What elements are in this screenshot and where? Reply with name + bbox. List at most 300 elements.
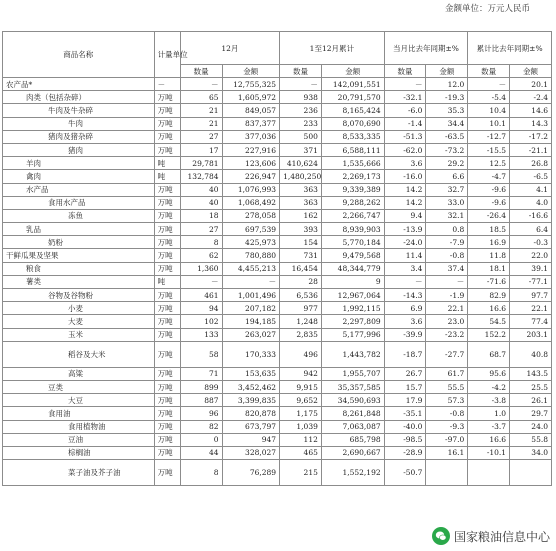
value-cell: 21	[180, 117, 222, 130]
value-cell: 71	[180, 367, 222, 380]
value-cell: -4.7	[468, 170, 510, 183]
value-cell: 133	[180, 328, 222, 341]
value-cell: -6.0	[384, 104, 426, 117]
value-cell: 162	[280, 209, 322, 222]
value-cell: 22.0	[510, 249, 552, 262]
value-cell	[426, 460, 468, 486]
value-cell: 496	[280, 341, 322, 367]
value-cell: 1,955,707	[321, 367, 384, 380]
value-cell: 16.6	[468, 302, 510, 315]
value-cell: －	[280, 78, 322, 91]
value-cell: 143.5	[510, 367, 552, 380]
header-amt: 金额	[222, 65, 280, 78]
value-cell: 942	[280, 367, 322, 380]
value-cell: 4.1	[510, 183, 552, 196]
product-name: 牛肉	[3, 117, 155, 130]
unit-cell: 万吨	[154, 433, 180, 446]
value-cell: 8,165,424	[321, 104, 384, 117]
value-cell: 34.4	[426, 117, 468, 130]
value-cell: 938	[280, 91, 322, 104]
table-row	[3, 328, 552, 341]
value-cell: -32.1	[384, 91, 426, 104]
value-cell: 76,289	[222, 460, 280, 486]
value-cell: 29.7	[510, 407, 552, 420]
value-cell: 21	[180, 104, 222, 117]
value-cell: 8	[180, 460, 222, 486]
value-cell: 12,755,325	[222, 78, 280, 91]
product-name: 大麦	[3, 315, 155, 328]
value-cell: 278,058	[222, 209, 280, 222]
value-cell: -21.1	[510, 143, 552, 156]
value-cell: 1,076,993	[222, 183, 280, 196]
value-cell: 5,177,996	[321, 328, 384, 341]
unit-cell: 万吨	[154, 367, 180, 380]
value-cell: -10.1	[468, 446, 510, 459]
value-cell: 3,452,462	[222, 380, 280, 393]
trade-table	[2, 31, 552, 486]
table-row	[3, 130, 552, 143]
header-amt: 金额	[510, 65, 552, 78]
table-row	[3, 407, 552, 420]
value-cell: 18.1	[468, 262, 510, 275]
value-cell: 203.1	[510, 328, 552, 341]
watermark-text: 国家粮油信息中心	[453, 529, 550, 544]
value-cell: -27.7	[426, 341, 468, 367]
value-cell: 96	[180, 407, 222, 420]
value-cell: 18.5	[468, 223, 510, 236]
product-name: 大豆	[3, 394, 155, 407]
value-cell: 123,606	[222, 157, 280, 170]
value-cell: 8,070,690	[321, 117, 384, 130]
value-cell: -12.7	[468, 130, 510, 143]
value-cell: 14.2	[384, 196, 426, 209]
value-cell: 26.8	[510, 157, 552, 170]
header-december: 12月	[180, 32, 279, 65]
unit-cell: 吨	[154, 275, 180, 288]
unit-cell: 万吨	[154, 420, 180, 433]
value-cell: 17.9	[384, 394, 426, 407]
value-cell: -1.9	[426, 289, 468, 302]
value-cell: 23.0	[426, 315, 468, 328]
value-cell: -17.2	[510, 130, 552, 143]
value-cell: 33.0	[426, 196, 468, 209]
value-cell: 3,399,835	[222, 394, 280, 407]
unit-cell: 万吨	[154, 380, 180, 393]
header-ytd: 1至12月累计	[280, 32, 385, 65]
value-cell: 1,360	[180, 262, 222, 275]
unit-cell: 万吨	[154, 394, 180, 407]
value-cell: 95.6	[468, 367, 510, 380]
value-cell: 29,781	[180, 157, 222, 170]
product-name: 肉类（包括杂碎）	[3, 91, 155, 104]
value-cell: 9.4	[384, 209, 426, 222]
value-cell: 132,784	[180, 170, 222, 183]
value-cell: 207,182	[222, 302, 280, 315]
value-cell: -16.6	[510, 209, 552, 222]
unit-cell: 万吨	[154, 407, 180, 420]
value-cell: 6,536	[280, 289, 322, 302]
product-name: 冻鱼	[3, 209, 155, 222]
value-cell: -40.0	[384, 420, 426, 433]
value-cell: 2,269,173	[321, 170, 384, 183]
value-cell: 9,288,262	[321, 196, 384, 209]
value-cell: 32.1	[426, 209, 468, 222]
value-cell: -3.8	[468, 394, 510, 407]
value-cell: 27	[180, 223, 222, 236]
value-cell: 35.3	[426, 104, 468, 117]
table-row	[3, 367, 552, 380]
value-cell	[510, 460, 552, 486]
header-qty: 数量	[180, 65, 222, 78]
value-cell: 11.4	[384, 249, 426, 262]
value-cell: 1,443,782	[321, 341, 384, 367]
value-cell: 102	[180, 315, 222, 328]
value-cell: 34.0	[510, 446, 552, 459]
value-cell: 6.9	[384, 302, 426, 315]
value-cell: 2,266,747	[321, 209, 384, 222]
table-row	[3, 394, 552, 407]
unit-cell: 万吨	[154, 249, 180, 262]
value-cell: 1,068,492	[222, 196, 280, 209]
value-cell: 40	[180, 183, 222, 196]
value-cell: 233	[280, 117, 322, 130]
product-name: 水产品	[3, 183, 155, 196]
value-cell: －	[468, 78, 510, 91]
value-cell: 82.9	[468, 289, 510, 302]
value-cell: -97.0	[426, 433, 468, 446]
value-cell: 461	[180, 289, 222, 302]
value-cell: 44	[180, 446, 222, 459]
value-cell: 4.0	[510, 196, 552, 209]
header-unit: 计量单位	[154, 32, 180, 78]
value-cell: 15.7	[384, 380, 426, 393]
value-cell: 4,455,213	[222, 262, 280, 275]
value-cell: 28	[280, 275, 322, 288]
table-row	[3, 380, 552, 393]
value-cell: 6,588,111	[321, 143, 384, 156]
value-cell: -15.5	[468, 143, 510, 156]
value-cell: 1,248	[280, 315, 322, 328]
value-cell: -19.3	[426, 91, 468, 104]
product-name: 玉米	[3, 328, 155, 341]
value-cell: 16.9	[468, 236, 510, 249]
value-cell: 1,535,666	[321, 157, 384, 170]
value-cell: 77.4	[510, 315, 552, 328]
value-cell: 34,590,693	[321, 394, 384, 407]
unit-cell: 万吨	[154, 130, 180, 143]
value-cell: 94	[180, 302, 222, 315]
value-cell: 465	[280, 446, 322, 459]
table-body	[3, 78, 552, 486]
table-row	[3, 170, 552, 183]
value-cell: 3.6	[384, 157, 426, 170]
value-cell: -0.8	[426, 249, 468, 262]
table-row	[3, 420, 552, 433]
unit-cell: 万吨	[154, 209, 180, 222]
header-amt: 金额	[426, 65, 468, 78]
product-name: 牛肉及牛杂碎	[3, 104, 155, 117]
value-cell: 194,185	[222, 315, 280, 328]
value-cell: 1,001,496	[222, 289, 280, 302]
value-cell: 9,915	[280, 380, 322, 393]
value-cell: 371	[280, 143, 322, 156]
value-cell: 8,261,848	[321, 407, 384, 420]
unit-cell: 万吨	[154, 143, 180, 156]
value-cell: 12.5	[468, 157, 510, 170]
table-row	[3, 275, 552, 288]
value-cell: 37.4	[426, 262, 468, 275]
value-cell: 26.7	[384, 367, 426, 380]
value-cell: 8,533,335	[321, 130, 384, 143]
table-row	[3, 209, 552, 222]
value-cell: -28.9	[384, 446, 426, 459]
value-cell: 820,878	[222, 407, 280, 420]
value-cell: 1,480,250	[280, 170, 322, 183]
product-name: 禽肉	[3, 170, 155, 183]
value-cell: 2,297,809	[321, 315, 384, 328]
value-cell: 10.1	[468, 117, 510, 130]
value-cell: -51.3	[384, 130, 426, 143]
header-yoy-month: 当月比去年同期±%	[384, 32, 468, 65]
value-cell: 263,027	[222, 328, 280, 341]
value-cell: 780,880	[222, 249, 280, 262]
unit-cell: 万吨	[154, 302, 180, 315]
value-cell: 112	[280, 433, 322, 446]
table-row	[3, 223, 552, 236]
product-name: 猪肉	[3, 143, 155, 156]
value-cell: 26.1	[510, 394, 552, 407]
value-cell: -39.9	[384, 328, 426, 341]
value-cell: 947	[222, 433, 280, 446]
value-cell: -77.1	[510, 275, 552, 288]
value-cell: 58	[180, 341, 222, 367]
product-name: 乳品	[3, 223, 155, 236]
value-cell: 48,344,779	[321, 262, 384, 275]
value-cell: 731	[280, 249, 322, 262]
value-cell: 142,091,551	[321, 78, 384, 91]
unit-cell: 万吨	[154, 341, 180, 367]
table-row	[3, 262, 552, 275]
value-cell: －	[222, 275, 280, 288]
unit-cell: 吨	[154, 157, 180, 170]
value-cell: -62.0	[384, 143, 426, 156]
table-row	[3, 157, 552, 170]
value-cell: 27	[180, 130, 222, 143]
table-row	[3, 104, 552, 117]
value-cell: 9,652	[280, 394, 322, 407]
value-cell: -63.5	[426, 130, 468, 143]
value-cell: 1,039	[280, 420, 322, 433]
value-cell: 500	[280, 130, 322, 143]
value-cell: 20.1	[510, 78, 552, 91]
unit-cell: 万吨	[154, 262, 180, 275]
table-row	[3, 460, 552, 486]
product-name: 食用水产品	[3, 196, 155, 209]
value-cell: 9	[321, 275, 384, 288]
value-cell: 54.5	[468, 315, 510, 328]
table-row	[3, 78, 552, 91]
value-cell: 0.8	[426, 223, 468, 236]
value-cell: 18	[180, 209, 222, 222]
product-name: 豆类	[3, 380, 155, 393]
table-row	[3, 315, 552, 328]
product-name: 食用油	[3, 407, 155, 420]
value-cell: 393	[280, 223, 322, 236]
table-row	[3, 183, 552, 196]
value-cell: 8	[180, 236, 222, 249]
table-row	[3, 341, 552, 367]
table-row	[3, 117, 552, 130]
header-qty: 数量	[280, 65, 322, 78]
table-row	[3, 446, 552, 459]
value-cell: 57.3	[426, 394, 468, 407]
value-cell: 363	[280, 183, 322, 196]
table-row	[3, 302, 552, 315]
value-cell: 61.7	[426, 367, 468, 380]
value-cell: 12,967,064	[321, 289, 384, 302]
product-name: 菜子油及芥子油	[3, 460, 155, 486]
value-cell: 16.6	[468, 433, 510, 446]
unit-cell: 万吨	[154, 289, 180, 302]
value-cell: -9.3	[426, 420, 468, 433]
table-row	[3, 433, 552, 446]
value-cell: 3.6	[384, 315, 426, 328]
value-cell: 25.5	[510, 380, 552, 393]
value-cell: 82	[180, 420, 222, 433]
value-cell: -98.5	[384, 433, 426, 446]
value-cell: －	[384, 275, 426, 288]
unit-note: 金额单位：万元人民币	[445, 4, 531, 14]
value-cell: 887	[180, 394, 222, 407]
unit-cell: 万吨	[154, 446, 180, 459]
value-cell: -2.4	[510, 91, 552, 104]
product-name: 食用植物油	[3, 420, 155, 433]
value-cell: -0.8	[426, 407, 468, 420]
value-cell: -24.0	[384, 236, 426, 249]
unit-cell: －	[154, 78, 180, 91]
product-name: 粮食	[3, 262, 155, 275]
value-cell: －	[426, 275, 468, 288]
value-cell: 0	[180, 433, 222, 446]
unit-cell: 万吨	[154, 236, 180, 249]
value-cell: 328,027	[222, 446, 280, 459]
value-cell: -71.6	[468, 275, 510, 288]
value-cell: 20,791,570	[321, 91, 384, 104]
value-cell: 977	[280, 302, 322, 315]
unit-cell: 吨	[154, 170, 180, 183]
value-cell: 673,797	[222, 420, 280, 433]
value-cell: -3.7	[468, 420, 510, 433]
header-product-name: 商品名称	[3, 32, 155, 78]
value-cell: 849,057	[222, 104, 280, 117]
value-cell: -23.2	[426, 328, 468, 341]
value-cell: 153,635	[222, 367, 280, 380]
value-cell: 97.7	[510, 289, 552, 302]
unit-cell: 万吨	[154, 91, 180, 104]
value-cell: 10.4	[468, 104, 510, 117]
value-cell: -73.2	[426, 143, 468, 156]
unit-cell: 万吨	[154, 460, 180, 486]
table-row	[3, 196, 552, 209]
value-cell: 154	[280, 236, 322, 249]
value-cell: 6.4	[510, 223, 552, 236]
header-yoy-ytd: 累计比去年同期±%	[468, 32, 552, 65]
unit-cell: 万吨	[154, 315, 180, 328]
value-cell: 1,175	[280, 407, 322, 420]
value-cell: 24.0	[510, 420, 552, 433]
value-cell: 226,947	[222, 170, 280, 183]
value-cell: 1,992,115	[321, 302, 384, 315]
value-cell: 6.6	[426, 170, 468, 183]
product-name: 高粱	[3, 367, 155, 380]
value-cell: －	[180, 78, 222, 91]
value-cell: -7.9	[426, 236, 468, 249]
unit-cell: 万吨	[154, 104, 180, 117]
value-cell: 152.2	[468, 328, 510, 341]
value-cell: 697,539	[222, 223, 280, 236]
value-cell: -14.3	[384, 289, 426, 302]
unit-cell: 万吨	[154, 183, 180, 196]
value-cell: -26.4	[468, 209, 510, 222]
value-cell: 3.4	[384, 262, 426, 275]
product-name: 豆油	[3, 433, 155, 446]
value-cell: 685,798	[321, 433, 384, 446]
value-cell: 377,036	[222, 130, 280, 143]
value-cell: 9,339,389	[321, 183, 384, 196]
unit-cell: 万吨	[154, 196, 180, 209]
header-qty: 数量	[384, 65, 426, 78]
value-cell: 17	[180, 143, 222, 156]
value-cell: 12.0	[426, 78, 468, 91]
value-cell: 16.1	[426, 446, 468, 459]
value-cell: -1.4	[384, 117, 426, 130]
value-cell: 9,479,568	[321, 249, 384, 262]
value-cell: 32.7	[426, 183, 468, 196]
product-name: 农产品*	[3, 78, 155, 91]
unit-cell: 万吨	[154, 328, 180, 341]
value-cell: -6.5	[510, 170, 552, 183]
value-cell: -13.9	[384, 223, 426, 236]
value-cell	[468, 460, 510, 486]
value-cell: 22.1	[426, 302, 468, 315]
value-cell: 1,605,972	[222, 91, 280, 104]
value-cell: 29.2	[426, 157, 468, 170]
product-name: 棕榈油	[3, 446, 155, 459]
product-name: 谷物及谷物粉	[3, 289, 155, 302]
value-cell: 14.2	[384, 183, 426, 196]
value-cell: 16,454	[280, 262, 322, 275]
value-cell: -0.3	[510, 236, 552, 249]
value-cell: 35,357,585	[321, 380, 384, 393]
value-cell: 22.1	[510, 302, 552, 315]
header-amt: 金额	[321, 65, 384, 78]
value-cell: -18.7	[384, 341, 426, 367]
value-cell: 8,939,903	[321, 223, 384, 236]
table-row	[3, 143, 552, 156]
value-cell: -16.0	[384, 170, 426, 183]
value-cell: 2,690,667	[321, 446, 384, 459]
product-name: 猪肉及猪杂碎	[3, 130, 155, 143]
value-cell: 1.0	[468, 407, 510, 420]
product-name: 稻谷及大米	[3, 341, 155, 367]
value-cell: 363	[280, 196, 322, 209]
value-cell: 55.5	[426, 380, 468, 393]
value-cell: －	[384, 78, 426, 91]
product-name: 薯类	[3, 275, 155, 288]
value-cell: 170,333	[222, 341, 280, 367]
table-row	[3, 249, 552, 262]
value-cell: 65	[180, 91, 222, 104]
